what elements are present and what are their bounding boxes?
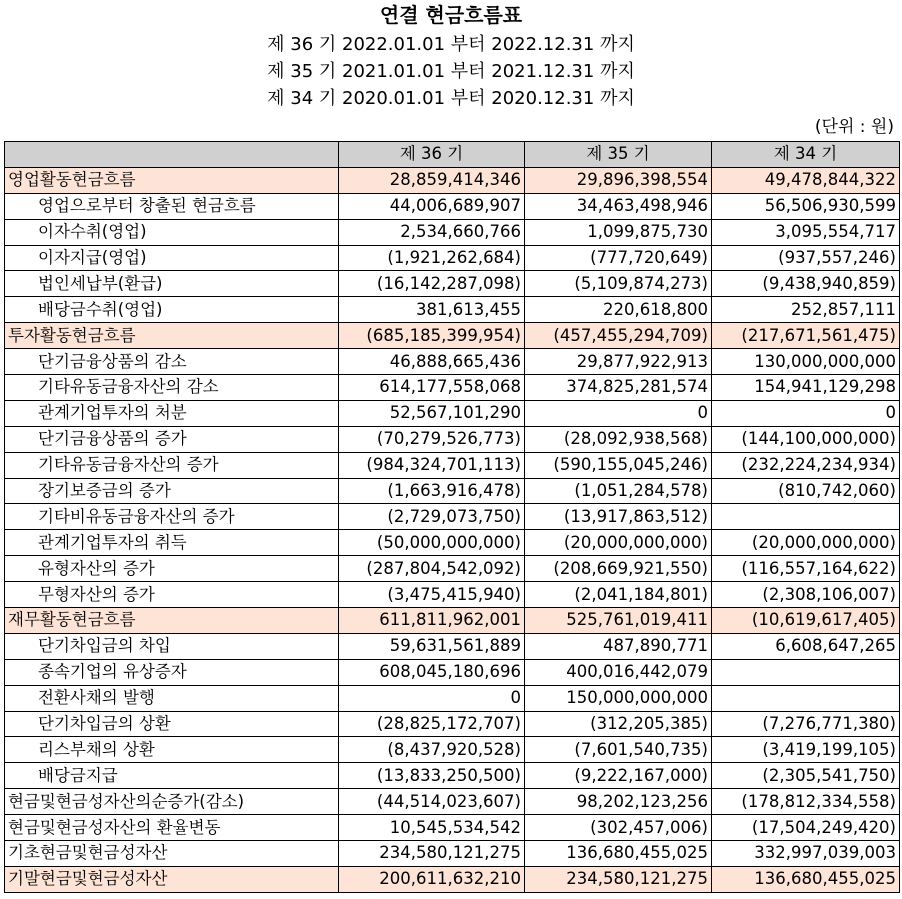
row-value-34: (232,224,234,934) — [712, 452, 900, 478]
row-value-35: (312,205,385) — [525, 711, 712, 737]
header-period-35: 제 35 기 — [525, 142, 712, 168]
table-row — [5, 400, 900, 426]
table-row — [5, 556, 900, 582]
row-value-34: 0 — [712, 400, 900, 426]
row-label: 단기금융상품의 증가 — [5, 426, 339, 452]
table-row — [5, 763, 900, 789]
row-label: 단기차입금의 상환 — [5, 711, 339, 737]
row-label: 장기보증금의 증가 — [5, 478, 339, 504]
row-label: 기타유동금융자산의 증가 — [5, 452, 339, 478]
row-value-36: (685,185,399,954) — [339, 323, 525, 349]
header-label — [5, 142, 339, 168]
period-35: 제 35 기 2021.01.01 부터 2021.12.31 까지 — [267, 61, 635, 82]
row-value-35: (2,041,184,801) — [525, 582, 712, 608]
row-value-36: (13,833,250,500) — [339, 763, 525, 789]
row-label: 영업으로부터 창출된 현금흐름 — [5, 193, 339, 219]
row-value-34 — [712, 685, 900, 711]
row-value-35: (302,457,006) — [525, 815, 712, 841]
row-value-35: 29,896,398,554 — [525, 167, 712, 193]
row-value-36: (984,324,701,113) — [339, 452, 525, 478]
row-value-36: (44,514,023,607) — [339, 789, 525, 815]
row-value-35: 234,580,121,275 — [525, 866, 712, 892]
row-label: 기초현금및현금성자산 — [5, 841, 339, 867]
header-period-36: 제 36 기 — [339, 142, 525, 168]
row-value-34: (10,619,617,405) — [712, 608, 900, 634]
header-row — [5, 142, 900, 168]
unit-label: (단위 : 원) — [814, 117, 894, 137]
row-value-36: (1,663,916,478) — [339, 478, 525, 504]
row-label: 기타유동금융자산의 감소 — [5, 375, 339, 401]
table-row — [5, 711, 900, 737]
row-label: 관계기업투자의 취득 — [5, 530, 339, 556]
row-value-35: 220,618,800 — [525, 297, 712, 323]
row-value-35: 1,099,875,730 — [525, 219, 712, 245]
row-value-35: (5,109,874,273) — [525, 271, 712, 297]
row-value-35: (7,601,540,735) — [525, 737, 712, 763]
table-row — [5, 271, 900, 297]
header-period-34: 제 34 기 — [712, 142, 900, 168]
table-row — [5, 841, 900, 867]
row-value-35: 29,877,922,913 — [525, 349, 712, 375]
row-value-35: 400,016,442,079 — [525, 659, 712, 685]
row-value-36: (287,804,542,092) — [339, 556, 525, 582]
row-value-35: (208,669,921,550) — [525, 556, 712, 582]
row-value-34: (2,308,106,007) — [712, 582, 900, 608]
row-value-36: (16,142,287,098) — [339, 271, 525, 297]
table-row — [5, 504, 900, 530]
table-row — [5, 815, 900, 841]
row-value-35: (28,092,938,568) — [525, 426, 712, 452]
cash-flow-table — [4, 141, 900, 893]
row-label: 무형자산의 증가 — [5, 582, 339, 608]
row-value-34: 130,000,000,000 — [712, 349, 900, 375]
row-value-35: (9,222,167,000) — [525, 763, 712, 789]
row-value-36: (2,729,073,750) — [339, 504, 525, 530]
row-value-34: 154,941,129,298 — [712, 375, 900, 401]
table-row — [5, 789, 900, 815]
row-label: 단기차입금의 차입 — [5, 633, 339, 659]
row-value-36: (28,825,172,707) — [339, 711, 525, 737]
row-label: 배당금지급 — [5, 763, 339, 789]
row-label: 유형자산의 증가 — [5, 556, 339, 582]
row-value-35: (20,000,000,000) — [525, 530, 712, 556]
row-value-34: (7,276,771,380) — [712, 711, 900, 737]
row-label: 현금및현금성자산의 환율변동 — [5, 815, 339, 841]
table-row — [5, 193, 900, 219]
table-row — [5, 323, 900, 349]
row-value-34: 3,095,554,717 — [712, 219, 900, 245]
row-value-36: 10,545,534,542 — [339, 815, 525, 841]
row-value-34: 332,997,039,003 — [712, 841, 900, 867]
table-row — [5, 297, 900, 323]
row-value-35: (590,155,045,246) — [525, 452, 712, 478]
row-label: 종속기업의 유상증자 — [5, 659, 339, 685]
table-row — [5, 167, 900, 193]
row-value-35: 98,202,123,256 — [525, 789, 712, 815]
row-value-36: 611,811,962,001 — [339, 608, 525, 634]
row-value-35: 0 — [525, 400, 712, 426]
row-value-36: 0 — [339, 685, 525, 711]
row-value-36: 614,177,558,068 — [339, 375, 525, 401]
row-value-35: 150,000,000,000 — [525, 685, 712, 711]
row-label: 현금및현금성자산의순증가(감소) — [5, 789, 339, 815]
row-label: 이자수취(영업) — [5, 219, 339, 245]
row-value-35: (13,917,863,512) — [525, 504, 712, 530]
row-value-36: 28,859,414,346 — [339, 167, 525, 193]
table-row — [5, 349, 900, 375]
row-label: 전환사채의 발행 — [5, 685, 339, 711]
row-value-35: 136,680,455,025 — [525, 841, 712, 867]
row-label: 재무활동현금흐름 — [5, 608, 339, 634]
row-value-34: (17,504,249,420) — [712, 815, 900, 841]
row-value-34: (9,438,940,859) — [712, 271, 900, 297]
period-34: 제 34 기 2020.01.01 부터 2020.12.31 까지 — [267, 88, 635, 109]
row-value-36: (70,279,526,773) — [339, 426, 525, 452]
row-value-34: (2,305,541,750) — [712, 763, 900, 789]
row-label: 투자활동현금흐름 — [5, 323, 339, 349]
table-row — [5, 245, 900, 271]
table-row — [5, 608, 900, 634]
row-value-34: 49,478,844,322 — [712, 167, 900, 193]
table-row — [5, 737, 900, 763]
row-value-34: (810,742,060) — [712, 478, 900, 504]
period-36: 제 36 기 2022.01.01 부터 2022.12.31 까지 — [267, 34, 635, 55]
statement-title: 연결 현금흐름표 — [379, 3, 523, 27]
row-value-36: 52,567,101,290 — [339, 400, 525, 426]
row-value-34: 252,857,111 — [712, 297, 900, 323]
row-label: 기말현금및현금성자산 — [5, 866, 339, 892]
row-value-35: 525,761,019,411 — [525, 608, 712, 634]
table-row — [5, 452, 900, 478]
row-value-35: 34,463,498,946 — [525, 193, 712, 219]
row-value-35: (777,720,649) — [525, 245, 712, 271]
row-value-35: (1,051,284,578) — [525, 478, 712, 504]
row-value-36: 200,611,632,210 — [339, 866, 525, 892]
row-value-36: 46,888,665,436 — [339, 349, 525, 375]
row-label: 법인세납부(환급) — [5, 271, 339, 297]
table-row — [5, 426, 900, 452]
table-row — [5, 375, 900, 401]
row-value-34: (178,812,334,558) — [712, 789, 900, 815]
table-row — [5, 866, 900, 892]
row-value-36: 234,580,121,275 — [339, 841, 525, 867]
table-row — [5, 685, 900, 711]
row-label: 기타비유동금융자산의 증가 — [5, 504, 339, 530]
table-row — [5, 582, 900, 608]
row-value-36: 44,006,689,907 — [339, 193, 525, 219]
row-value-34: (937,557,246) — [712, 245, 900, 271]
row-value-34: 56,506,930,599 — [712, 193, 900, 219]
row-label: 영업활동현금흐름 — [5, 167, 339, 193]
row-value-36: 2,534,660,766 — [339, 219, 525, 245]
table-row — [5, 219, 900, 245]
row-value-34: (217,671,561,475) — [712, 323, 900, 349]
row-label: 단기금융상품의 감소 — [5, 349, 339, 375]
row-value-35: 374,825,281,574 — [525, 375, 712, 401]
row-value-35: 487,890,771 — [525, 633, 712, 659]
row-value-34: 136,680,455,025 — [712, 866, 900, 892]
table-body — [5, 167, 900, 892]
row-value-36: (50,000,000,000) — [339, 530, 525, 556]
table-row — [5, 633, 900, 659]
row-value-36: 59,631,561,889 — [339, 633, 525, 659]
row-label: 배당금수취(영업) — [5, 297, 339, 323]
row-value-34: (116,557,164,622) — [712, 556, 900, 582]
row-value-36: 381,613,455 — [339, 297, 525, 323]
row-value-35: (457,455,294,709) — [525, 323, 712, 349]
row-value-36: 608,045,180,696 — [339, 659, 525, 685]
row-value-34: (20,000,000,000) — [712, 530, 900, 556]
row-value-36: (1,921,262,684) — [339, 245, 525, 271]
row-value-36: (3,475,415,940) — [339, 582, 525, 608]
table-row — [5, 659, 900, 685]
table-row — [5, 478, 900, 504]
row-value-34 — [712, 659, 900, 685]
row-label: 이자지급(영업) — [5, 245, 339, 271]
table-row — [5, 530, 900, 556]
row-value-34 — [712, 504, 900, 530]
row-label: 리스부채의 상환 — [5, 737, 339, 763]
row-value-34: (144,100,000,000) — [712, 426, 900, 452]
row-value-34: 6,608,647,265 — [712, 633, 900, 659]
row-label: 관계기업투자의 처분 — [5, 400, 339, 426]
row-value-36: (8,437,920,528) — [339, 737, 525, 763]
row-value-34: (3,419,199,105) — [712, 737, 900, 763]
